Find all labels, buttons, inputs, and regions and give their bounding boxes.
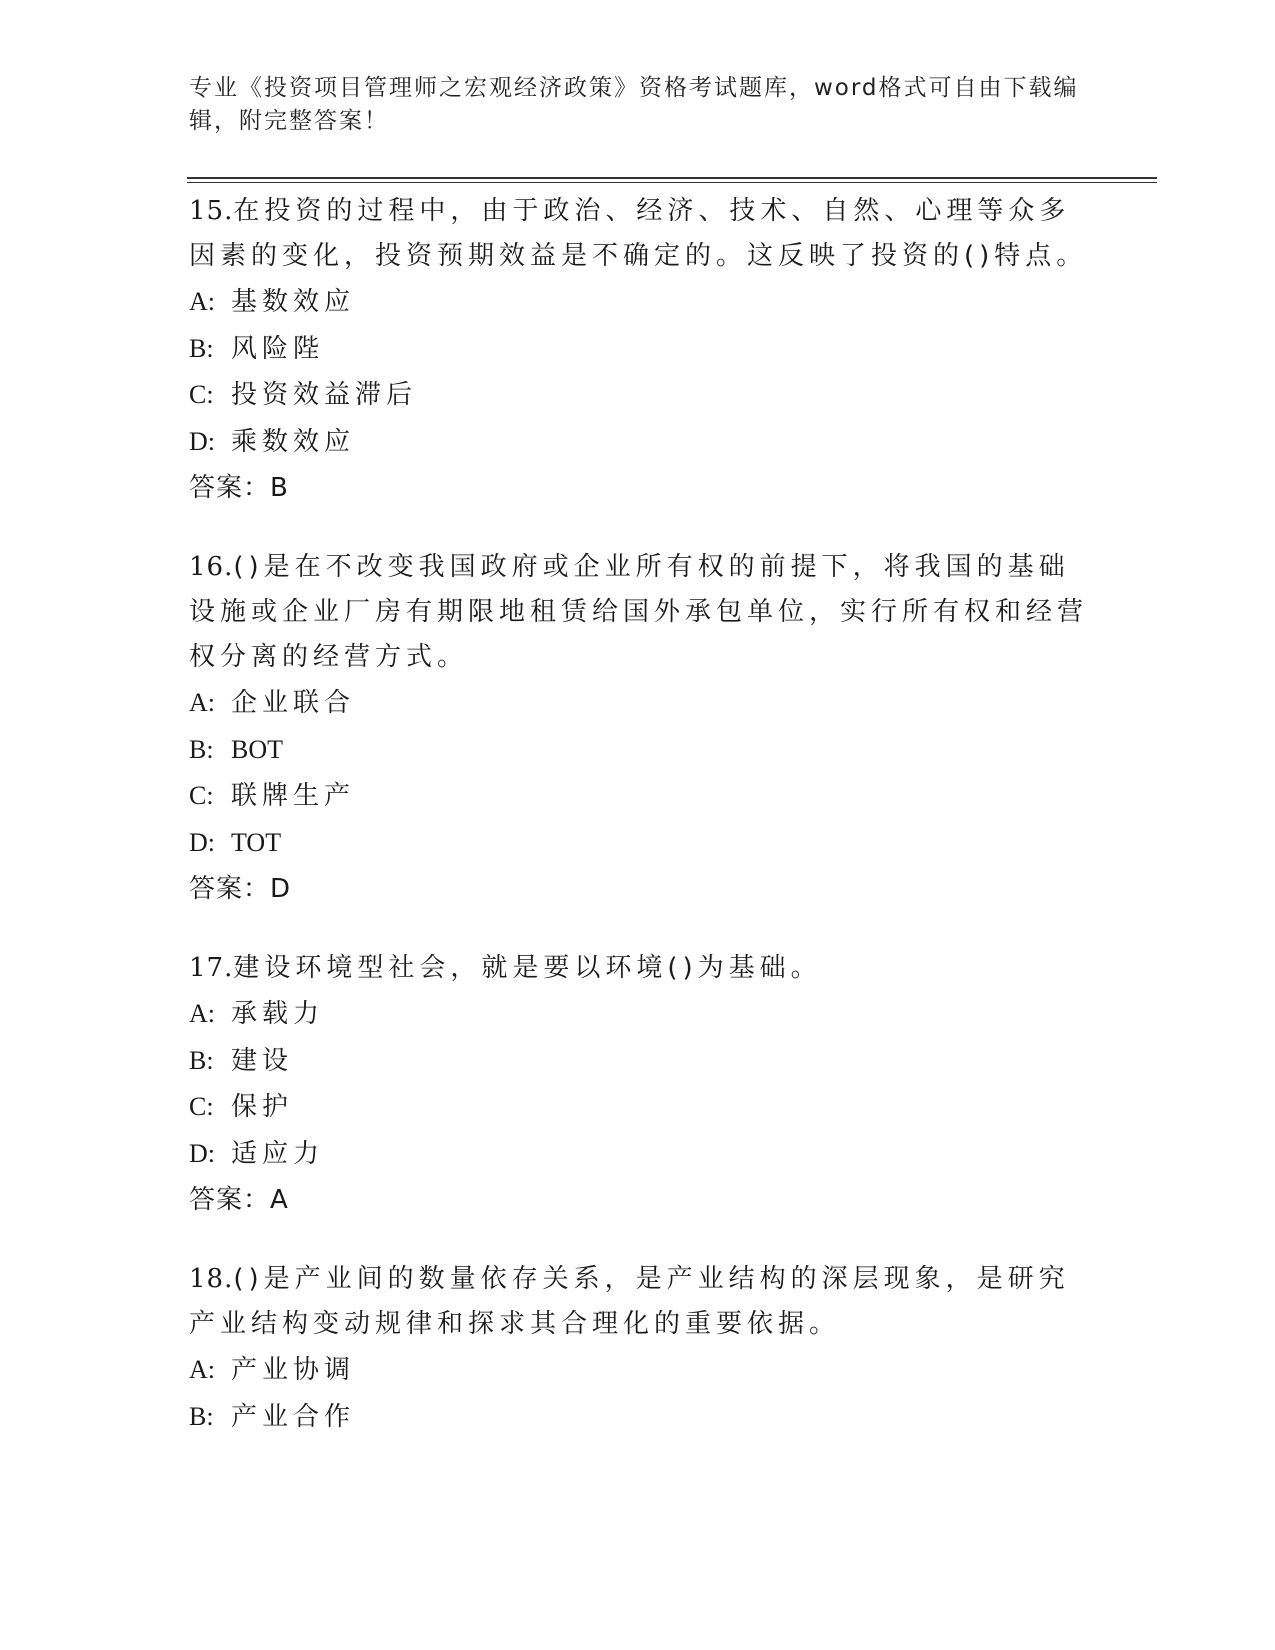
- answer-line: [189, 1177, 1089, 1223]
- option-text: 企业联合: [231, 688, 356, 718]
- option-b: [189, 727, 1089, 774]
- option-c: [189, 1084, 1089, 1131]
- question-stem: [189, 189, 1089, 279]
- question-stem: [189, 545, 1089, 680]
- answer-label: 答案：: [189, 874, 271, 904]
- header-rule-thin: [187, 182, 1157, 183]
- option-text: 保护: [231, 1092, 294, 1122]
- option-text: 建设: [231, 1045, 294, 1076]
- question-number: 17.: [189, 953, 234, 983]
- question-16: [189, 545, 1089, 912]
- option-text: 产业合作: [231, 1401, 356, 1432]
- answer-line: [189, 866, 1089, 912]
- answer-label: 答案：: [189, 1185, 271, 1215]
- question-text: 在投资的过程中，由于政治、经济、技术、自然、心理等众多因素的变化，投资预期效益是不确定的。这反映了投资的()特点。: [189, 196, 1088, 271]
- option-letter: B:: [189, 1401, 214, 1431]
- option-text: 基数效应: [231, 287, 356, 317]
- answer-value: B: [270, 473, 289, 503]
- question-15: [189, 189, 1089, 511]
- option-letter: C:: [189, 380, 214, 409]
- option-b: [189, 1038, 1089, 1085]
- document-header: [189, 72, 1089, 138]
- answer-label: 答案：: [189, 473, 271, 503]
- option-letter: D:: [189, 827, 215, 857]
- option-a: [189, 991, 1089, 1038]
- option-b: [189, 1394, 1089, 1441]
- option-text: 承载力: [231, 999, 325, 1029]
- question-list: [189, 189, 1089, 1474]
- question-17: [189, 946, 1089, 1223]
- question-text: ()是在不改变我国政府或企业所有权的前提下，将我国的基础设施或企业厂房有期限地租赁给国外承包单位，实行所有权和经营权分离的经营方式。: [189, 552, 1089, 672]
- option-letter: A:: [189, 688, 215, 717]
- option-a: [189, 279, 1089, 326]
- question-stem: [189, 946, 1089, 991]
- option-letter: C:: [189, 781, 214, 810]
- question-number: 18.: [189, 1264, 234, 1294]
- option-d: [189, 1131, 1089, 1178]
- option-text: 联牌生产: [231, 781, 356, 811]
- answer-value: D: [270, 874, 292, 904]
- option-letter: D:: [189, 426, 215, 456]
- option-d: [189, 820, 1089, 867]
- answer-line: [189, 465, 1089, 511]
- question-text: ()是产业间的数量依存关系，是产业结构的深层现象，是研究产业结构变动规律和探求其合理化的重要依据。: [189, 1264, 1070, 1339]
- option-letter: A:: [189, 999, 215, 1028]
- option-letter: D:: [189, 1138, 215, 1168]
- option-c: [189, 773, 1089, 820]
- option-c: [189, 372, 1089, 419]
- option-a: [189, 1347, 1089, 1394]
- option-text: 投资效益滞后: [231, 380, 418, 410]
- option-b: [189, 326, 1089, 373]
- option-text: 乘数效应: [231, 426, 356, 457]
- header-line-2: 辑，附完整答案！: [189, 108, 389, 134]
- option-letter: A:: [189, 1355, 215, 1384]
- option-text: 适应力: [231, 1138, 325, 1169]
- option-a: [189, 680, 1089, 727]
- question-number: 15.: [189, 196, 234, 226]
- option-d: [189, 419, 1089, 466]
- option-text: 风险陛: [231, 333, 325, 364]
- option-text: BOT: [231, 734, 283, 764]
- option-letter: A:: [189, 287, 215, 316]
- option-letter: B:: [189, 734, 214, 764]
- question-text: 建设环境型社会，就是要以环境()为基础。: [233, 953, 822, 983]
- option-letter: C:: [189, 1092, 214, 1121]
- header-line-1: 专业《投资项目管理师之宏观经济政策》资格考试题库，word格式可自由下载编: [189, 75, 1079, 101]
- header-rule-thick: [187, 177, 1157, 179]
- option-text: 产业协调: [231, 1355, 356, 1385]
- question-18: [189, 1257, 1089, 1440]
- question-number: 16.: [189, 552, 234, 582]
- question-stem: [189, 1257, 1089, 1347]
- answer-value: A: [270, 1185, 289, 1215]
- option-letter: B:: [189, 333, 214, 363]
- option-letter: B:: [189, 1045, 214, 1075]
- option-text: TOT: [231, 827, 282, 857]
